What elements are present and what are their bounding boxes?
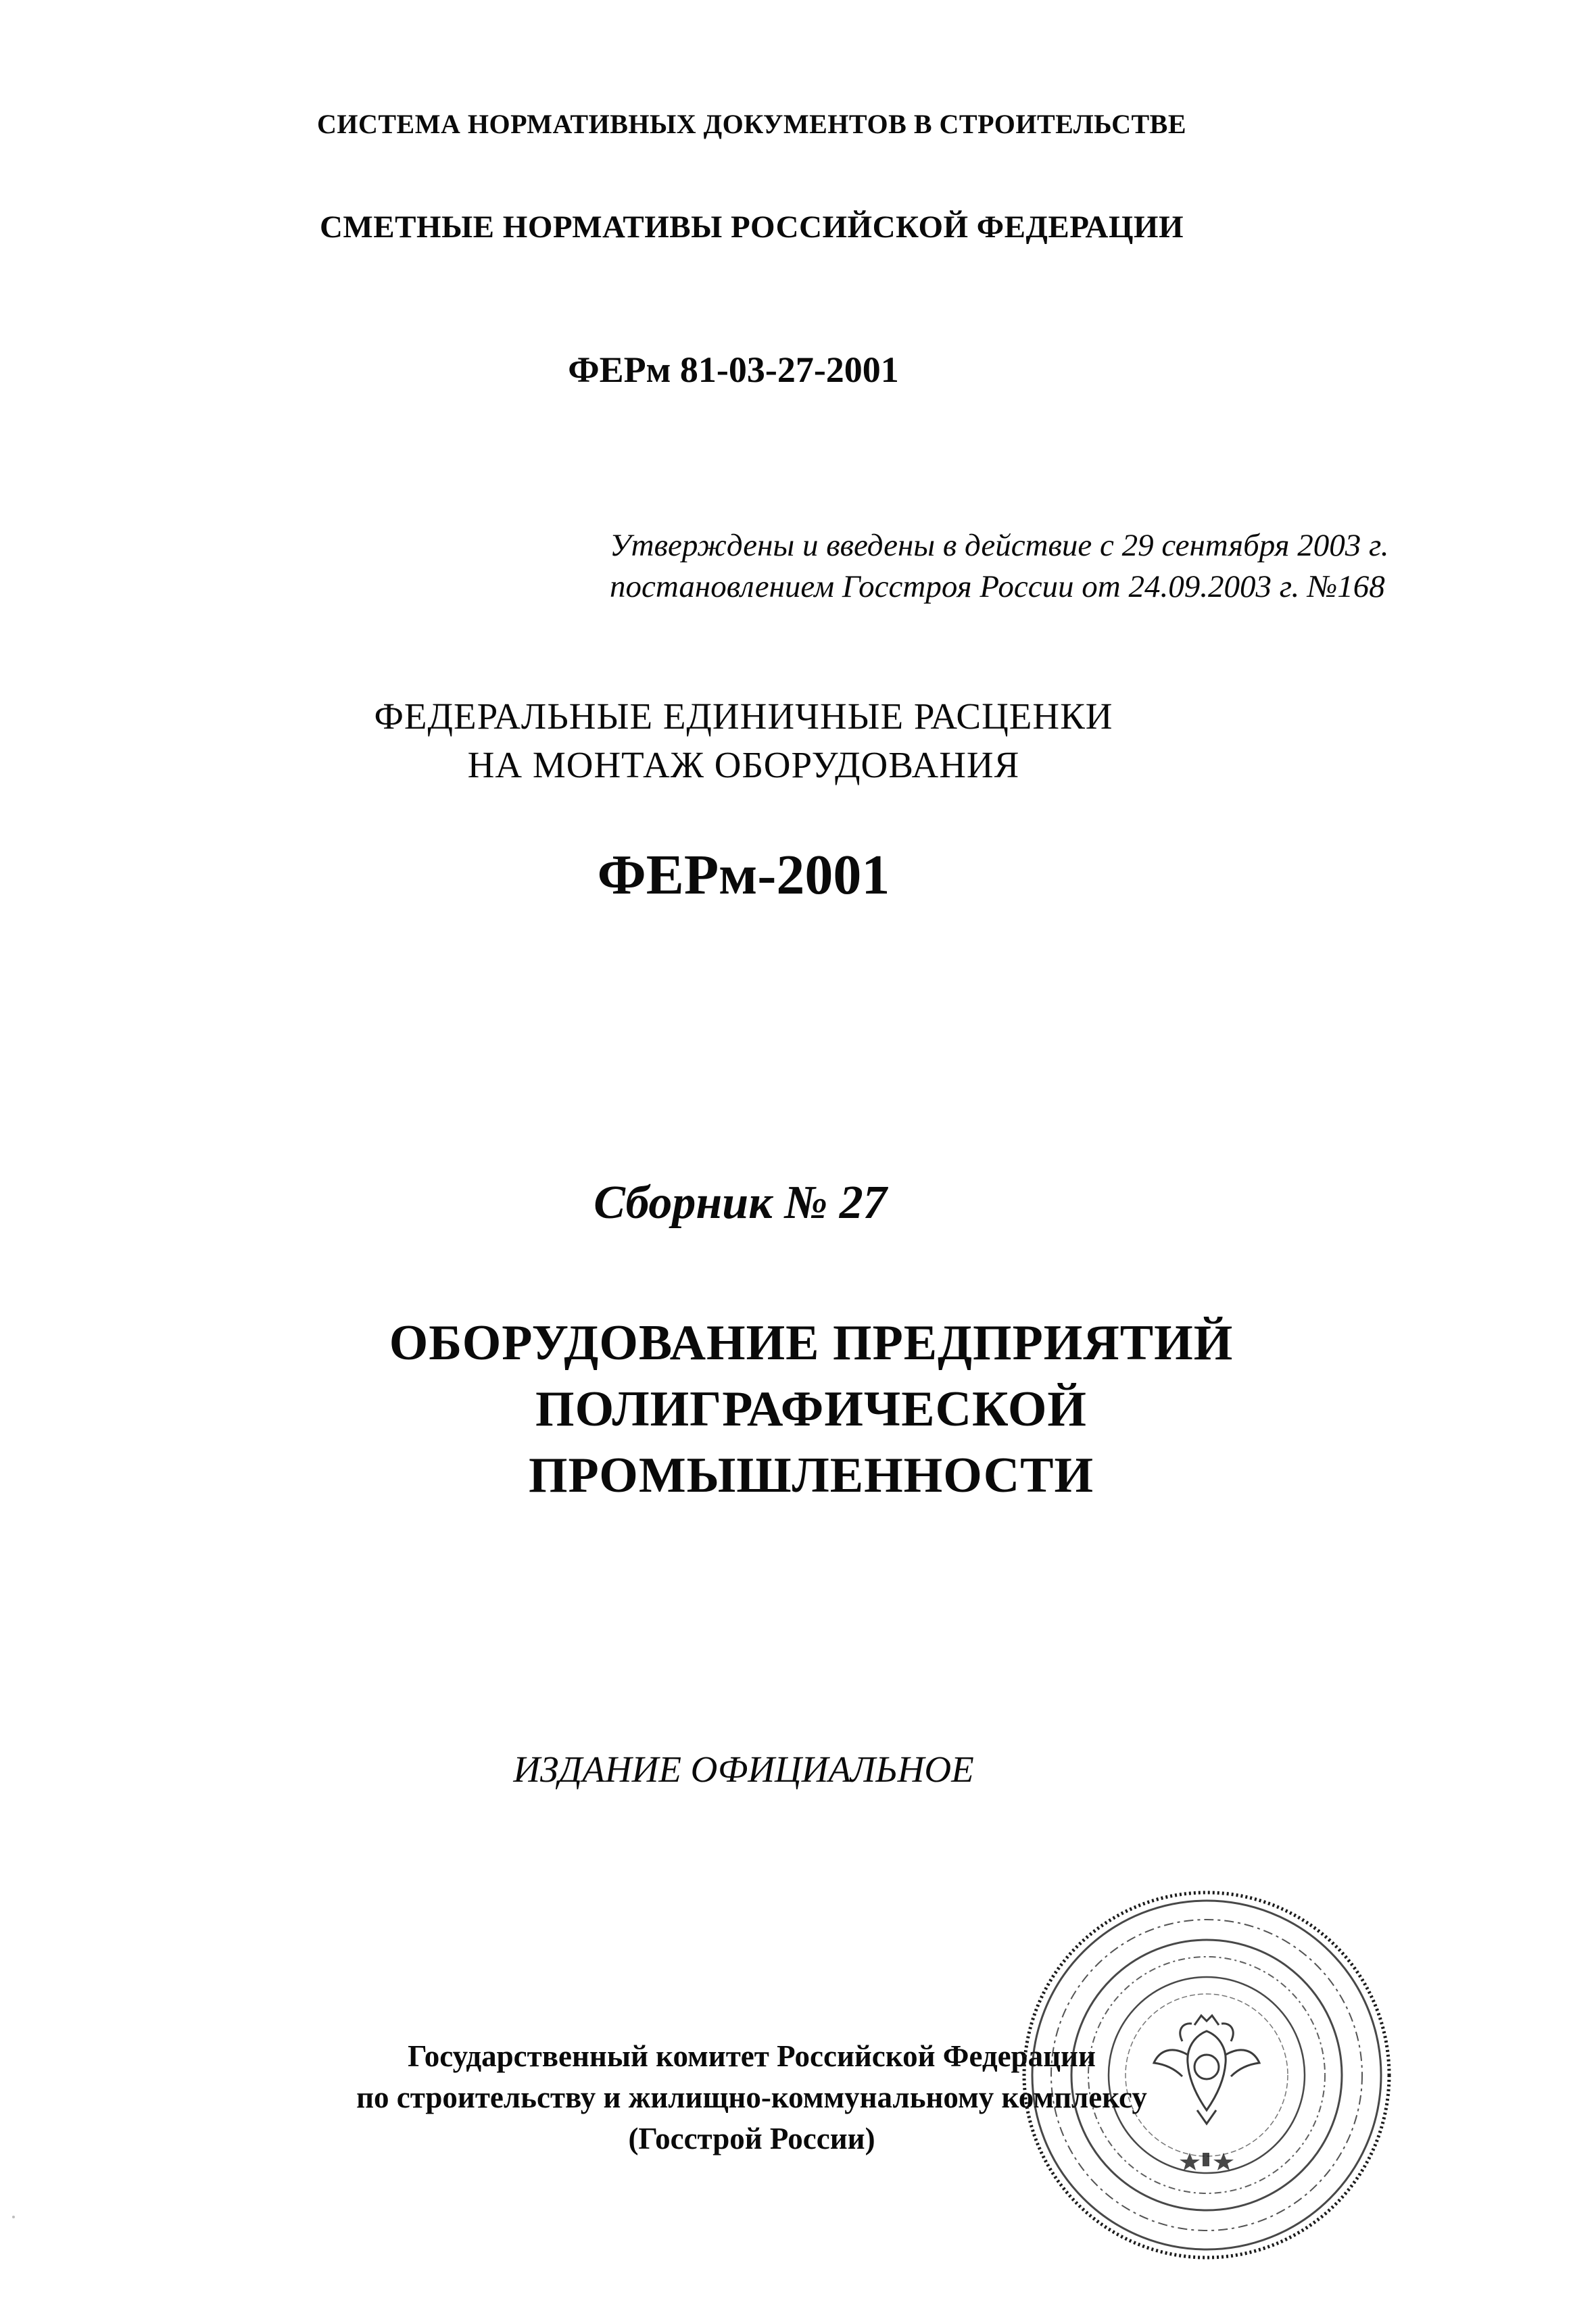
approval-line-1: Утверждены и введены в действие с 29 сентября 2003 г.	[610, 528, 1389, 563]
system-header: СИСТЕМА НОРМАТИВНЫХ ДОКУМЕНТОВ В СТРОИТЕЛЬСТВЕ	[316, 109, 1187, 139]
approval-line-2: постановлением Госстроя России от 24.09.2003 г. №168	[610, 569, 1385, 604]
publisher-line-1: Государственный комитет Российской Федерации	[408, 2039, 1096, 2073]
scan-speck	[12, 2216, 15, 2218]
subject-line-2: ПОЛИГРАФИЧЕСКОЙ	[535, 1382, 1087, 1437]
short-title: ФЕРм-2001	[597, 844, 890, 906]
title-line-1: ФЕДЕРАЛЬНЫЕ ЕДИНИЧНЫЕ РАСЦЕНКИ	[374, 696, 1113, 737]
document-code: ФЕРм 81-03-27-2001	[568, 349, 899, 390]
norms-header: СМЕТНЫЕ НОРМАТИВЫ РОССИЙСКОЙ ФЕДЕРАЦИИ	[319, 210, 1184, 245]
publisher-line-2: по строительству и жилищно-коммунальному комплексу	[356, 2080, 1147, 2114]
publisher-line-3: (Госстрой России)	[628, 2122, 875, 2155]
edition-label: ИЗДАНИЕ ОФИЦИАЛЬНОЕ	[513, 1749, 974, 1790]
collection-number: Сборник № 27	[594, 1177, 887, 1229]
subject-line-3: ПРОМЫШЛЕННОСТИ	[528, 1448, 1094, 1503]
title-line-2: НА МОНТАЖ ОБОРУДОВАНИЯ	[467, 744, 1020, 785]
subject-line-1: ОБОРУДОВАНИЕ ПРЕДПРИЯТИЙ	[389, 1315, 1234, 1371]
official-seal-stamp	[1017, 1886, 1396, 2264]
double-headed-eagle-icon	[1154, 2016, 1259, 2124]
